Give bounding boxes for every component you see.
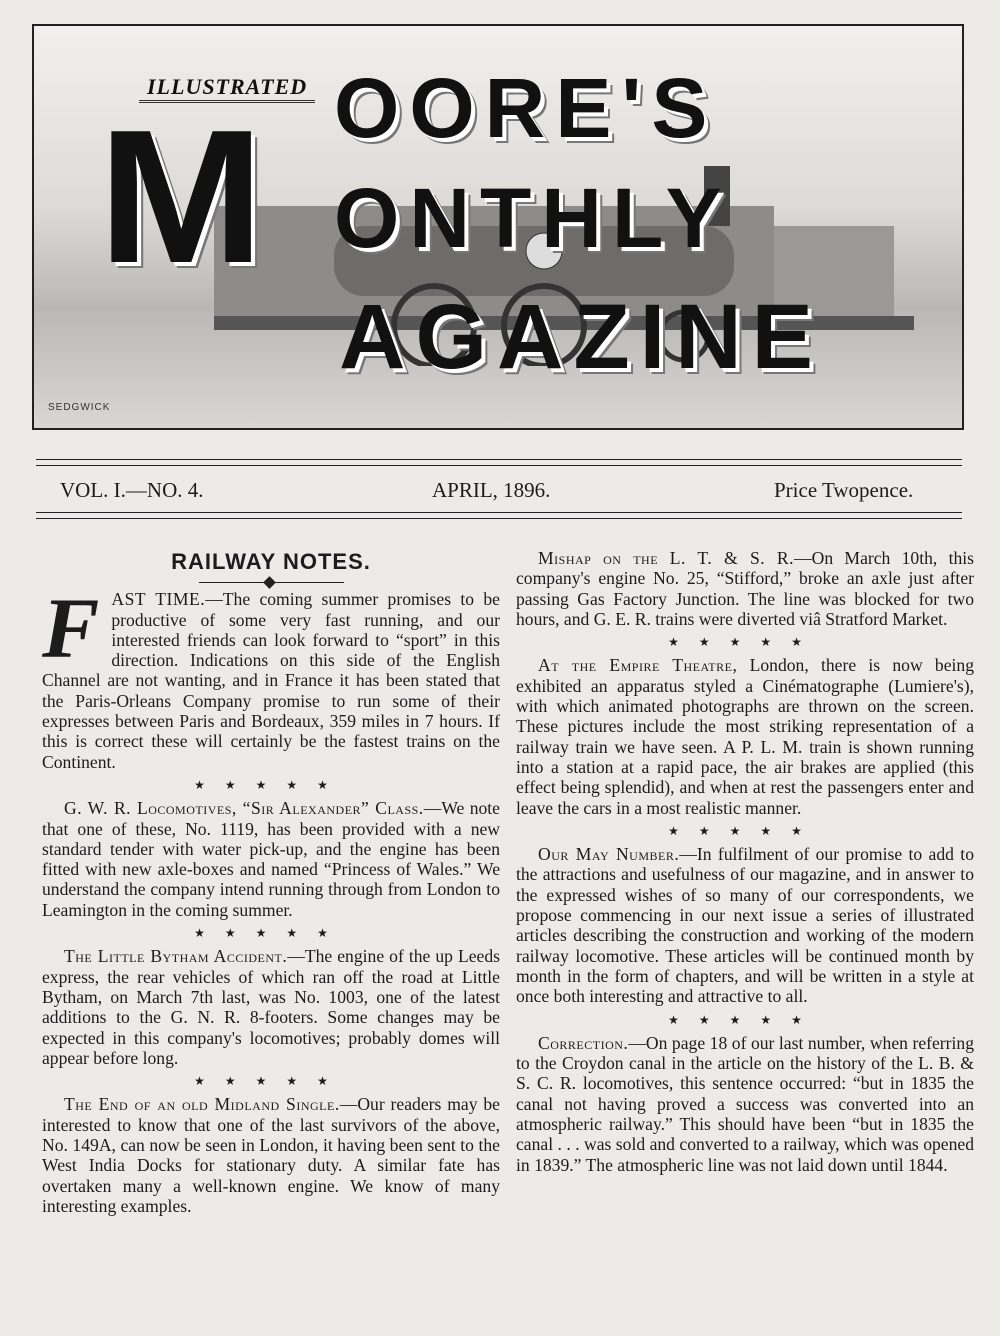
divider — [36, 518, 962, 519]
ornament-divider — [199, 582, 344, 583]
article-heading: The Little Bytham Accident. — [64, 946, 288, 967]
masthead-kicker: ILLUSTRATED — [139, 74, 315, 103]
masthead-line-1: OORE'S — [334, 61, 718, 155]
article-text: —In fulfilment of our promise to add to the attractions and usefulness of our magazine, and in answer to the expressed wishes of so many of our correspondents, we propose commencing in our next issue a series of illustrated articles describing the construction and working of the modern railway locomotive. These articles will be continued month by month in the form of chapters, and will be written in a style at once both interesting and attractive to all. — [516, 844, 974, 1007]
article-text: —The engine of the up Leeds express, the rear vehicles of which ran off the road at Little Bytham, on March 7th last, was No. 1003, one of the latest additions to the G. N. R. 8-footers. Some changes may be expected in this company's locomotives; probably domes will appear before long. — [42, 946, 500, 1068]
article-heading: AST TIME. — [111, 589, 206, 610]
article-text: London, there is now being exhibited an apparatus styled a Cinématographe (Lumiere's), with which animated photographs are thrown on the screen. These pictures include the most striking representation of a railway train we have seen. A P. L. M. train is shown running into a station at a rapid pace, the air brakes are applied (this effect being splendid), and when at rest the passengers enter and leave the cars in a most realistic manner. — [516, 655, 975, 818]
article-text: —Our readers may be interested to know that one of the last survivors of the above, No. 149A, can now be seen in London, it having been sent to the West India Docks for stationary duty. A similar fate has overtaken many a well-known engine. We know of many interesting examples. — [42, 1094, 500, 1216]
article-heading: The End of an old Midland Single. — [64, 1094, 340, 1115]
article-text: —On March 10th, this company's engine No. 25, “Stifford,” broke an axle just after passing Gas Factory Junction. The line was blocked for two hours, and G. E. R. trains were diverted viâ Stratford Market. — [516, 548, 974, 629]
masthead-line-3: AGAZINE — [339, 286, 823, 388]
right-column — [516, 548, 974, 1175]
article-heading: At the Empire Theatre, — [538, 655, 738, 676]
divider — [36, 465, 962, 466]
masthead-illustration — [32, 24, 964, 430]
star-separator: ★★★★★ — [668, 823, 822, 838]
star-separator: ★★★★★ — [668, 1012, 822, 1027]
article-correction — [516, 1033, 974, 1175]
left-column — [42, 548, 500, 1216]
article-text: —On page 18 of our last number, when referring to the Croydon canal in the article on the history of the L. B. & S. C. R. locomotives, this sentence occurred: “but in 1835 the canal not having proved a success was converted into an atmospheric railway.” This should have been “but in 1835 the canal . . . was sold and converted to a railway, which was opened in 1839.” The atmospheric line was not laid down until 1844. — [516, 1032, 974, 1175]
star-separator: ★★★★★ — [194, 926, 348, 941]
article-fast-time — [42, 580, 500, 772]
article-empire-theatre — [516, 655, 974, 817]
masthead-line-2: ONTHLY — [334, 171, 732, 265]
star-separator: ★★★★★ — [668, 635, 822, 650]
drop-cap: F — [42, 580, 100, 677]
article-text: —The coming summer promises to be productive of some very fast running, and our interested friends can look forward to “sport” in this direction. Indications on this side of the English Channel are not wanting, and in France it has been stated that the Paris-Orleans Company promise to run some of their expresses between Paris and Bordeaux, 359 miles in 7 hours. If this is correct these will certainly be the fastest trains on the Continent. — [42, 589, 500, 772]
article-heading: G. W. R. Locomotives, “Sir Alexander” Class. — [64, 798, 424, 819]
article-lts-mishap — [516, 548, 974, 629]
masthead-letter-m: M — [98, 91, 265, 303]
divider — [36, 512, 962, 513]
article-heading: Our May Number. — [538, 844, 680, 865]
volume-number: VOL. I.—NO. 4. — [60, 478, 204, 502]
star-separator: ★★★★★ — [194, 777, 348, 792]
article-text: —We note that one of these, No. 1119, has been provided with a new standard tender with water pick-up, and the engine has been fitted with new axle-boxes and named “Princess of Wales.” We understand the company intend running through from London to Leamington in the coming summer. — [42, 798, 500, 920]
article-gwr-locomotives — [42, 798, 500, 920]
section-title: RAILWAY NOTES. — [171, 549, 371, 574]
article-heading: Correction. — [538, 1032, 629, 1053]
divider — [36, 459, 962, 460]
article-little-bytham — [42, 946, 500, 1068]
article-midland-single — [42, 1094, 500, 1216]
article-may-number — [516, 844, 974, 1006]
star-separator: ★★★★★ — [194, 1074, 348, 1089]
issue-date: APRIL, 1896. — [432, 478, 551, 502]
artist-signature: SEDGWICK — [48, 402, 111, 413]
article-heading: Mishap on the L. T. & S. R. — [538, 548, 795, 568]
issue-price: Price Twopence. — [774, 478, 914, 502]
